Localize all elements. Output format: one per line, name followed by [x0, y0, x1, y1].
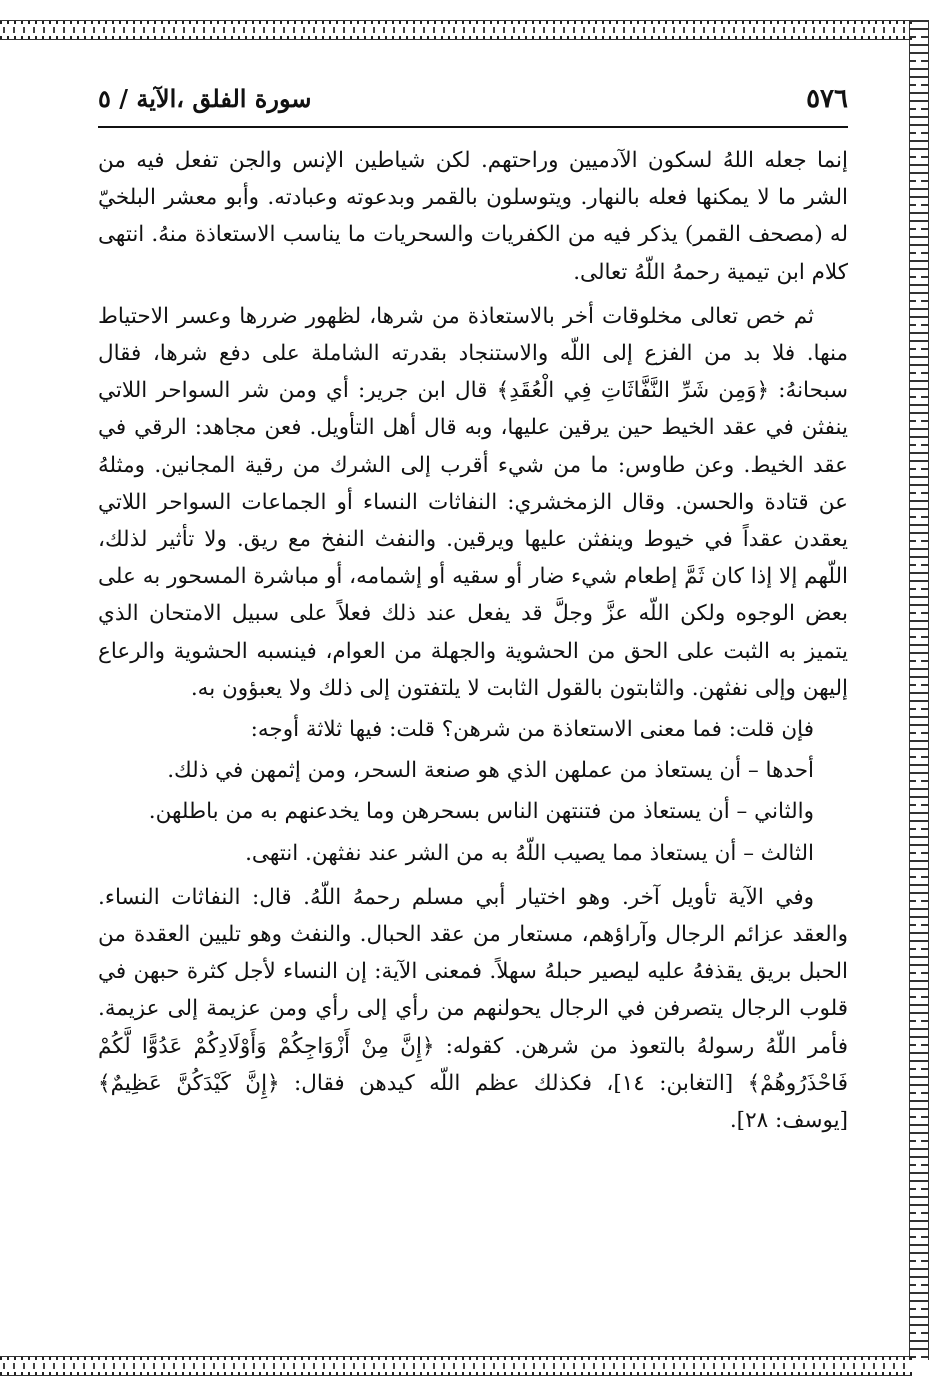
page-body [98, 142, 848, 1139]
list-item: والثاني – أن يستعاذ من فتنتهن الناس بسحرهن وما يخدعنهم به من باطلهن. [148, 799, 814, 825]
ornamental-border-top [0, 20, 912, 40]
running-title: سورة الفلق ،الآية / ٥ [98, 84, 312, 113]
paragraph-nafathat: ثم خص تعالى مخلوقات أخر بالاستعاذة من شرها، لظهور ضررها وعسر الاحتياط منها. فلا بد من الفزع إلى اللّه والاستنجاد بقدرته الشاملة على دفع شرها، فقال سبحانهُ: ﴿وَمِن شَرِّ النَّفَّاثَاتِ فِي الْعُقَدِ﴾ قال ابن جرير: أي ومن شر السواحر اللاتي ينفثن في عقد الخيط حين يرقين عليها، وبه قال أهل التأويل. فعن مجاهد: الرقي في عقد الخيط. وعن طاوس: ما من شيء أقرب إلى الشرك من رقية المجانين. ومثلهُ عن قتادة والحسن. وقال الزمخشري: النفاثات النساء أو الجماعات السواحر اللاتي يعقدن عقداً في خيوط وينفثن عليها ويرقين. والنفث النفخ مع ريق. ولا تأثير لذلك، اللّهم إلا إذا كان ثَمَّ إطعام شيء ضار أو سقيه أو إشمامه، أو مباشرة المسحور به على بعض الوجوه ولكن اللّه عزَّ وجلَّ قد يفعل عند ذلك فعلاً على سبيل الامتحان الذي يتميز به الثبت على الحق من الحشوية والجهلة من العوام، فينسبه الحشوية والرعاع إليهن وإلى نفثهن. والثابتون بالقول الثابت لا يلتفتون إلى ذلك ولا يعبؤون به. [98, 303, 848, 701]
ornamental-border-right [909, 20, 929, 1360]
header-rule [98, 126, 848, 128]
list-item: أحدها – أن يستعاذ من عملهن الذي هو صنعة السحر، ومن إثمهن في ذلك. [167, 758, 814, 784]
ornamental-border-bottom [0, 1356, 912, 1376]
list-item: الثالث – أن يستعاذ مما يصيب اللّهُ به من الشر عند نفثهن. انتهى. [245, 840, 814, 866]
page-number: ٥٧٦ [806, 84, 848, 114]
paragraph-abu-muslim: وفي الآية تأويل آخر. وهو اختيار أبي مسلم رحمهُ اللّهُ. قال: النفاثات النساء. والعقد عزائم الرجال وآراؤهم، مستعار من عقد الحبال. والنفث وهو تليين العقدة من الحبل بريق يقذفهُ عليه ليصير حبلهُ سهلاً. فمعنى الآية: إن النساء لأجل كثرة حبهن في قلوب الرجال يتصرفن في الرجال يحولنهم من رأي إلى رأي ومن عزيمة إلى عزيمة. فأمر اللّهُ رسولهُ بالتعوذ من شرهن. كقوله: ﴿إِنَّ مِنْ أَزْوَاجِكُمْ وَأَوْلَادِكُمْ عَدُوًّا لَّكُمْ فَاحْذَرُوهُمْ﴾ [التغابن: ١٤]، فكذلك عظم اللّه كيدهن فقال: ﴿إِنَّ كَيْدَكُنَّ عَظِيمٌ﴾ [يوسف: ٢٨]. [98, 884, 849, 1134]
paragraph-ibn-taymiyya-end: إنما جعله اللهُ لسكون الآدميين وراحتهم. لكن شياطين الإنس والجن تفعل فيه من الشر ما لا يمكنها فعله بالنهار. ويتوسلون بالقمر وبدعوته وعبادته. وأبو معشر البلخيّ له (مصحف القمر) يذكر فيه من الكفريات والسحريات ما يناسب الاستعاذة منهُ. انتهى كلام ابن تيمية رحمهُ اللّهُ تعالى. [98, 148, 848, 285]
paragraph-question: فإن قلت: فما معنى الاستعاذة من شرهن؟ قلت: فيها ثلاثة أوجه: [250, 717, 814, 743]
running-header [98, 84, 848, 124]
